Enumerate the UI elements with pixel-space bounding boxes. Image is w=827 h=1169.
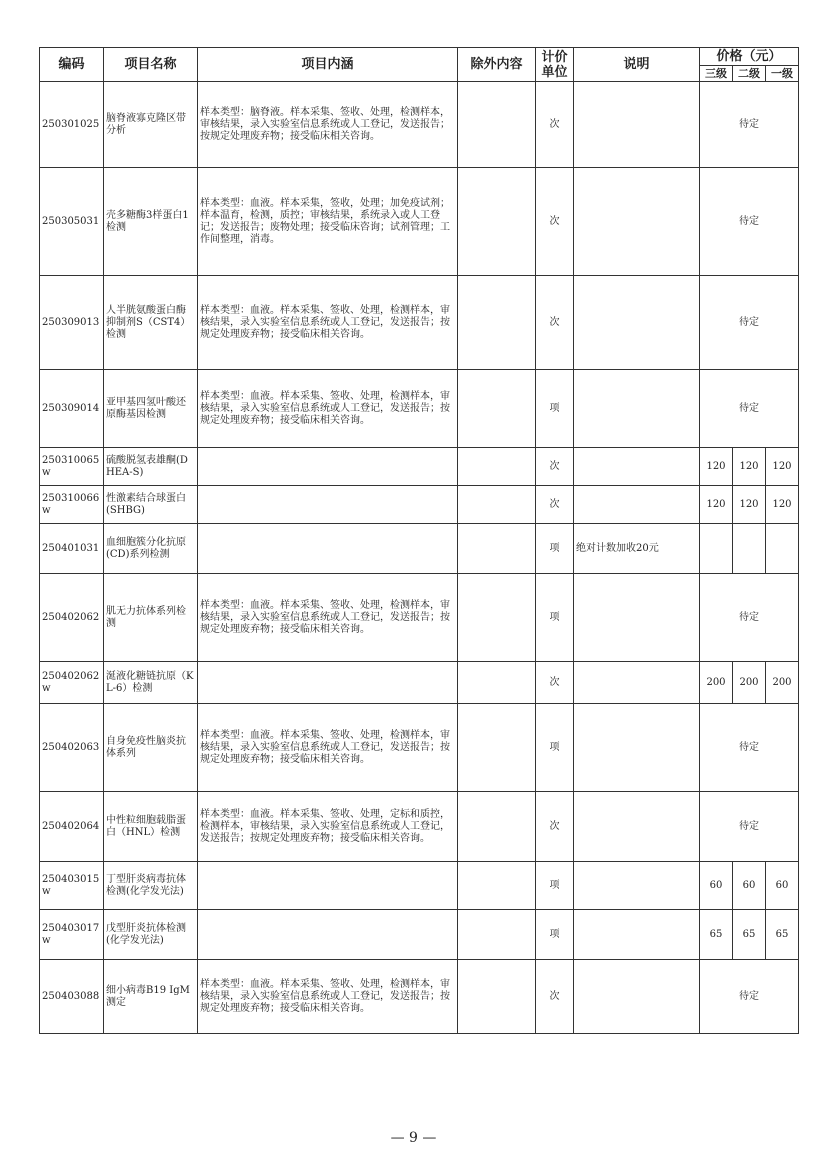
- table-row: [40, 82, 799, 168]
- table-row: [40, 168, 799, 276]
- table-row: [40, 486, 799, 524]
- item-name: 血细胞簇分化抗原(CD)系列检测: [104, 524, 198, 574]
- price-level2: [733, 524, 766, 574]
- item-excluded: [458, 276, 536, 370]
- table-row: [40, 792, 799, 862]
- item-unit: 项: [536, 574, 574, 662]
- price-level3: 200: [700, 662, 733, 704]
- price-level3: 60: [700, 862, 733, 910]
- item-code: 250403015w: [40, 862, 104, 910]
- table-row: [40, 910, 799, 960]
- price-level1: 200: [766, 662, 799, 704]
- item-name: 自身免疫性脑炎抗体系列: [104, 704, 198, 792]
- price-pending: 待定: [700, 168, 799, 276]
- item-content: 样本类型：血液。样本采集、签收、处理，检测样本，审核结果，录入实验室信息系统或人工登记，发送报告；按规定处理废弃物；接受临床相关咨询。: [198, 574, 458, 662]
- item-excluded: [458, 792, 536, 862]
- item-content: 样本类型：血液。样本采集，签收，处理；加免疫试剂；样本温育，检测，质控；审核结果，系统录入或人工登记；发送报告；废物处理；接受临床咨询；试剂管理；工作间整理，消毒。: [198, 168, 458, 276]
- item-excluded: [458, 960, 536, 1034]
- item-content: [198, 910, 458, 960]
- item-name: 脑脊液寡克隆区带分析: [104, 82, 198, 168]
- item-content: 样本类型：血液。样本采集、签收、处理，检测样本，审核结果，录入实验室信息系统或人工登记，发送报告；按规定处理废弃物；接受临床相关咨询。: [198, 370, 458, 448]
- table-row: [40, 662, 799, 704]
- header-unit-line2: 单位: [541, 64, 568, 80]
- item-note: [574, 370, 700, 448]
- price-level1: [766, 524, 799, 574]
- item-code: 250402064: [40, 792, 104, 862]
- item-code: 250403088: [40, 960, 104, 1034]
- price-level1: 120: [766, 486, 799, 524]
- item-code: 250305031: [40, 168, 104, 276]
- item-unit: 次: [536, 792, 574, 862]
- header-unit: [536, 48, 574, 82]
- item-note: [574, 910, 700, 960]
- price-level3: 120: [700, 448, 733, 486]
- item-content: 样本类型：血液。样本采集、签收、处理，检测样本，审核结果，录入实验室信息系统或人工登记，发送报告；按规定处理废弃物；接受临床相关咨询。: [198, 960, 458, 1034]
- item-excluded: [458, 704, 536, 792]
- price-level3: 120: [700, 486, 733, 524]
- item-code: 250401031: [40, 524, 104, 574]
- item-excluded: [458, 486, 536, 524]
- item-code: 250402062: [40, 574, 104, 662]
- item-excluded: [458, 448, 536, 486]
- table-body: [40, 82, 799, 1034]
- item-unit: 次: [536, 486, 574, 524]
- item-unit: 项: [536, 370, 574, 448]
- item-note: 绝对计数加收20元: [574, 524, 700, 574]
- header-price: 价格（元）: [700, 48, 799, 66]
- price-level2: 120: [733, 486, 766, 524]
- header-content: 项目内涵: [198, 48, 458, 82]
- price-level1: 65: [766, 910, 799, 960]
- item-code: 250310065w: [40, 448, 104, 486]
- header-unit-line1: 计价: [541, 49, 568, 65]
- table-row: [40, 448, 799, 486]
- item-content: 样本类型：血液。样本采集、签收、处理，定标和质控，检测样本，审核结果，录入实验室信息系统或人工登记，发送报告；按规定处理废弃物；接受临床相关咨询。: [198, 792, 458, 862]
- table-header: [40, 48, 799, 82]
- item-unit: 项: [536, 704, 574, 792]
- item-content: [198, 524, 458, 574]
- item-code: 250403017w: [40, 910, 104, 960]
- price-level2: 120: [733, 448, 766, 486]
- header-name: 项目名称: [104, 48, 198, 82]
- item-name: 肌无力抗体系列检测: [104, 574, 198, 662]
- table-row: [40, 276, 799, 370]
- item-content: 样本类型：脑脊液。样本采集、签收、处理，检测样本，审核结果，录入实验室信息系统或人工登记，发送报告；按规定处理废弃物；接受临床相关咨询。: [198, 82, 458, 168]
- item-note: [574, 862, 700, 910]
- price-level1: 120: [766, 448, 799, 486]
- price-pending: 待定: [700, 704, 799, 792]
- table-row: [40, 370, 799, 448]
- item-name: 中性粒细胞载脂蛋白（HNL）检测: [104, 792, 198, 862]
- item-code: 250301025: [40, 82, 104, 168]
- item-excluded: [458, 524, 536, 574]
- item-unit: 次: [536, 276, 574, 370]
- item-excluded: [458, 862, 536, 910]
- header-excluded: 除外内容: [458, 48, 536, 82]
- table-row: [40, 704, 799, 792]
- item-content: [198, 448, 458, 486]
- item-unit: 次: [536, 82, 574, 168]
- price-level3: 65: [700, 910, 733, 960]
- item-code: 250310066w: [40, 486, 104, 524]
- item-note: [574, 704, 700, 792]
- header-level1: 一级: [766, 66, 799, 82]
- item-unit: 项: [536, 524, 574, 574]
- item-content: [198, 486, 458, 524]
- header-level3: 三级: [700, 66, 733, 82]
- item-note: [574, 486, 700, 524]
- price-pending: 待定: [700, 82, 799, 168]
- price-pending: 待定: [700, 960, 799, 1034]
- item-unit: 次: [536, 662, 574, 704]
- header-note: 说明: [574, 48, 700, 82]
- item-excluded: [458, 910, 536, 960]
- table-row: [40, 524, 799, 574]
- item-note: [574, 662, 700, 704]
- item-content: [198, 662, 458, 704]
- table-row: [40, 960, 799, 1034]
- item-excluded: [458, 168, 536, 276]
- item-unit: 次: [536, 448, 574, 486]
- item-content: [198, 862, 458, 910]
- price-pending: 待定: [700, 370, 799, 448]
- price-level3: [700, 524, 733, 574]
- item-note: [574, 168, 700, 276]
- item-name: 丁型肝炎病毒抗体检测(化学发光法): [104, 862, 198, 910]
- price-level1: 60: [766, 862, 799, 910]
- item-note: [574, 82, 700, 168]
- item-name: 戊型肝炎抗体检测(化学发光法): [104, 910, 198, 960]
- price-pending: 待定: [700, 792, 799, 862]
- item-name: 涎液化糖链抗原（KL-6）检测: [104, 662, 198, 704]
- item-name: 性激素结合球蛋白(SHBG): [104, 486, 198, 524]
- table-row: [40, 574, 799, 662]
- item-note: [574, 960, 700, 1034]
- item-name: 硫酸脱氢表雄酮(DHEA-S): [104, 448, 198, 486]
- item-name: 细小病毒B19 IgM测定: [104, 960, 198, 1034]
- header-code: 编码: [40, 48, 104, 82]
- header-level2: 二级: [733, 66, 766, 82]
- item-unit: 项: [536, 910, 574, 960]
- price-table: [39, 47, 799, 1034]
- item-code: 250402062w: [40, 662, 104, 704]
- table-row: [40, 862, 799, 910]
- item-name: 人半胱氨酸蛋白酶抑制剂S（CST4）检测: [104, 276, 198, 370]
- item-note: [574, 276, 700, 370]
- item-note: [574, 448, 700, 486]
- item-code: 250309014: [40, 370, 104, 448]
- price-level2: 65: [733, 910, 766, 960]
- item-content: 样本类型：血液。样本采集、签收、处理，检测样本，审核结果，录入实验室信息系统或人工登记，发送报告；按规定处理废弃物；接受临床相关咨询。: [198, 704, 458, 792]
- item-excluded: [458, 370, 536, 448]
- item-note: [574, 792, 700, 862]
- item-unit: 次: [536, 960, 574, 1034]
- item-content: 样本类型：血液。样本采集、签收、处理，检测样本，审核结果，录入实验室信息系统或人工登记，发送报告；按规定处理废弃物；接受临床相关咨询。: [198, 276, 458, 370]
- item-note: [574, 574, 700, 662]
- item-code: 250309013: [40, 276, 104, 370]
- price-pending: 待定: [700, 276, 799, 370]
- item-code: 250402063: [40, 704, 104, 792]
- item-unit: 次: [536, 168, 574, 276]
- page-number: — 9 —: [390, 1130, 437, 1146]
- price-level2: 200: [733, 662, 766, 704]
- item-excluded: [458, 662, 536, 704]
- item-name: 亚甲基四氢叶酸还原酶基因检测: [104, 370, 198, 448]
- item-excluded: [458, 574, 536, 662]
- price-level2: 60: [733, 862, 766, 910]
- item-excluded: [458, 82, 536, 168]
- item-unit: 项: [536, 862, 574, 910]
- price-pending: 待定: [700, 574, 799, 662]
- item-name: 壳多糖酶3样蛋白1检测: [104, 168, 198, 276]
